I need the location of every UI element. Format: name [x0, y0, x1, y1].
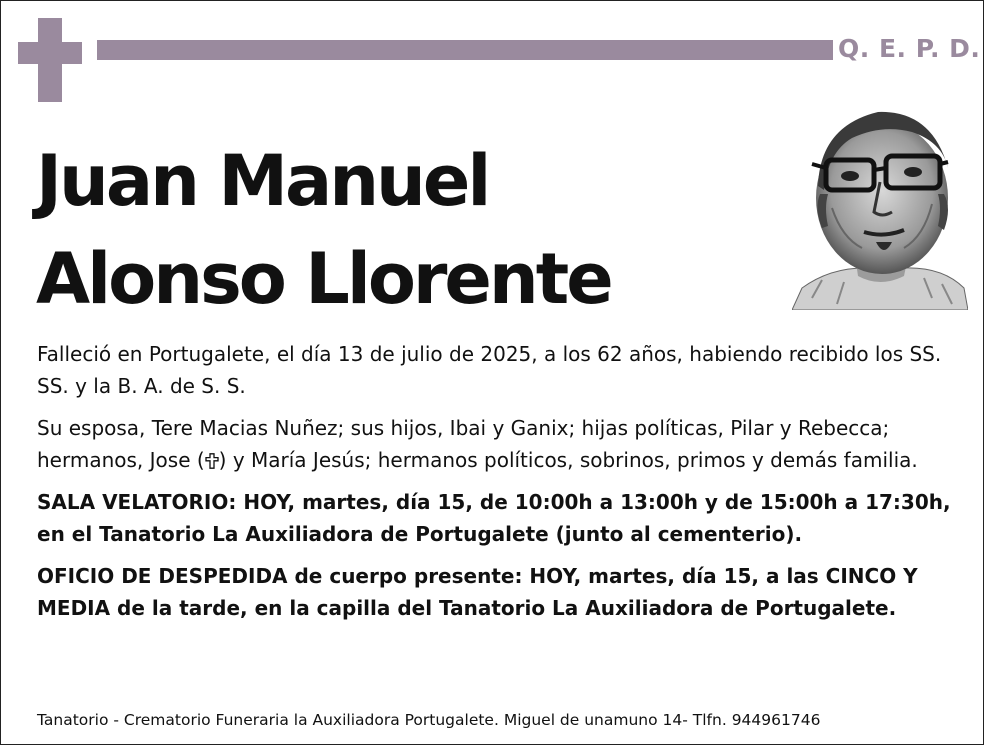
- header-bar: [97, 40, 833, 60]
- deceased-name-line1: Juan Manuel: [36, 140, 489, 222]
- qepd-label: Q. E. P. D.: [838, 34, 981, 63]
- funeral-home-footer: Tanatorio - Crematorio Funeraria la Auxiliadora Portugalete. Miguel de unamuno 14- Tlfn. 944961746: [37, 711, 821, 729]
- deceased-name-line2: Alonso Llorente: [36, 238, 611, 320]
- family-text-after: ) y María Jesús; hermanos políticos, sobrinos, primos y demás familia.: [218, 448, 918, 472]
- latin-cross-icon: [205, 453, 219, 469]
- funeral-service-paragraph: OFICIO DE DESPEDIDA de cuerpo presente: HOY, martes, día 15, a las CINCO Y MEDIA de la tarde, en la capilla del Tanatorio La Auxiliadora de Portugalete.: [37, 564, 918, 620]
- wake-room-paragraph: SALA VELATORIO: HOY, martes, día 15, de 10:00h a 13:00h y de 15:00h a 17:30h, en el Tanatorio La Auxiliadora de Portugalete (junto al cementerio).: [37, 490, 951, 546]
- portrait-photo: [792, 98, 968, 310]
- family-paragraph: [37, 412, 957, 476]
- deceased-name: [36, 132, 611, 328]
- obituary-body: [37, 338, 957, 634]
- family-text-before: Su esposa, Tere Macias Nuñez; sus hijos, Ibai y Ganix; hijas políticas, Pilar y Rebecca; hermanos, Jose (: [37, 416, 890, 472]
- death-notice-paragraph: Falleció en Portugalete, el día 13 de julio de 2025, a los 62 años, habiendo recibido los SS. SS. y la B. A. de S. S.: [37, 342, 942, 398]
